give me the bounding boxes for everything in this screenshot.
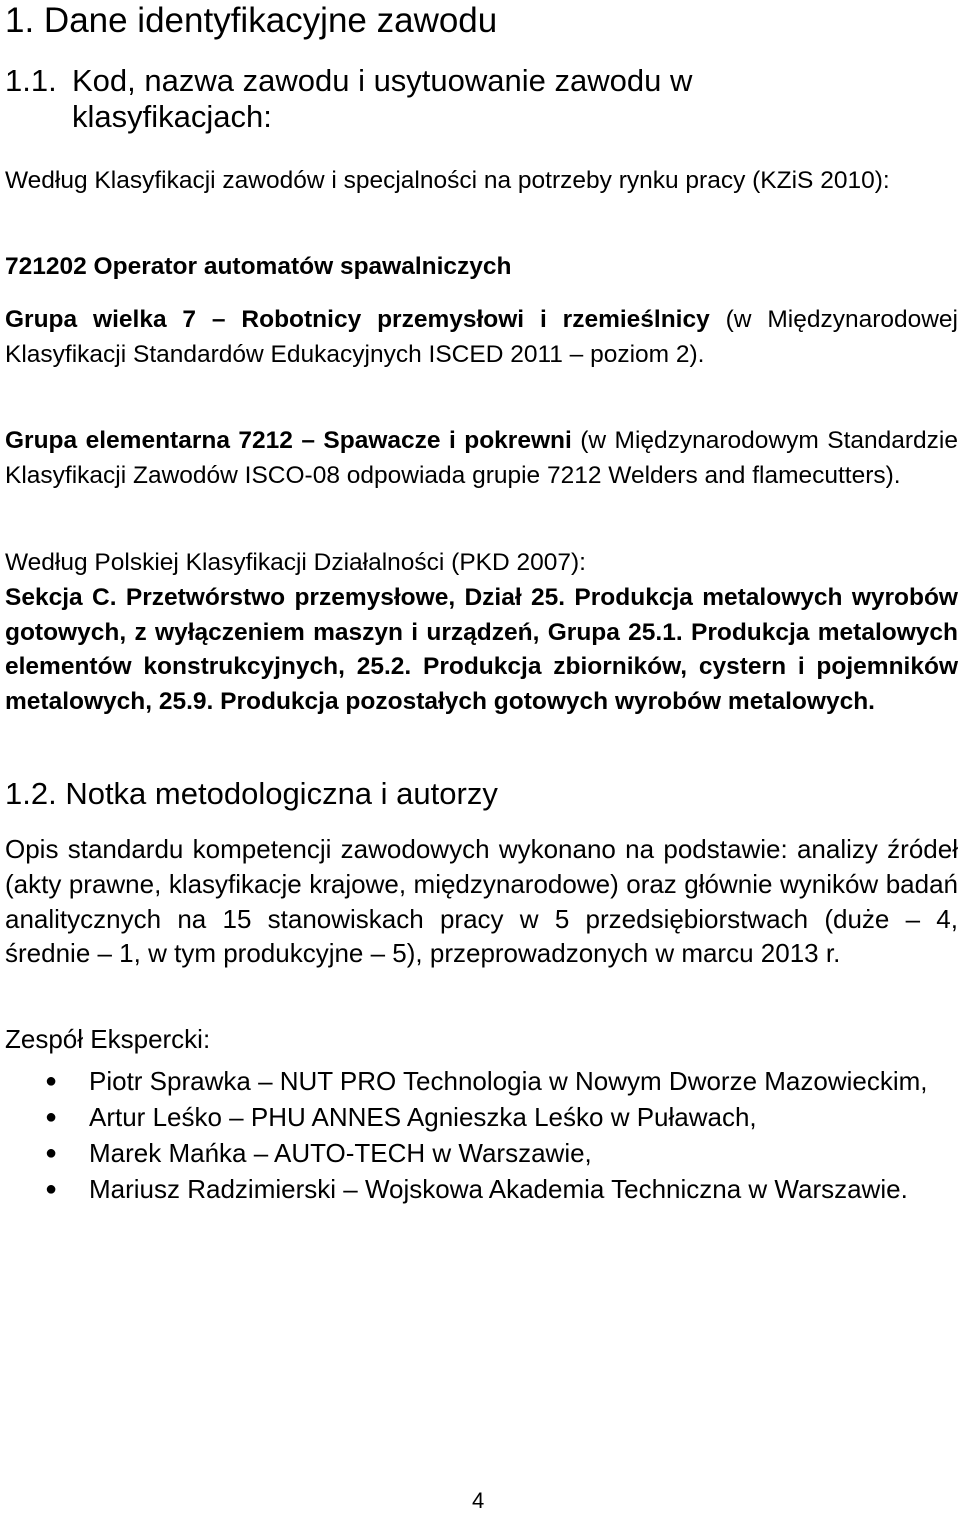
list-item — [5, 1171, 958, 1207]
list-item — [5, 1099, 958, 1135]
page-number: 4 — [472, 1488, 485, 1513]
experts-label: Zespół Ekspercki: — [5, 1024, 211, 1054]
list-item — [5, 1063, 958, 1099]
pkd-classification: Sekcja C. Przetwórstwo przemysłowe, Dział 25. Produkcja metalowych wyrobów gotowych, z wyłączeniem maszyn i urządzeń, Grupa 25.1. Produkcja metalowych elementów konstrukcyjnych, 25.2. Produkcja zbiorników, cystern i pojemników metalowych, 25.9. Produkcja pozostałych gotowych wyrobów metalowych. — [5, 584, 958, 715]
bullet-icon: ● — [45, 1142, 58, 1164]
isced-group: Grupa wielka 7 – Robotnicy przemysłowi i rzemieślnicy — [5, 306, 710, 333]
occupation-code-name: 721202 Operator automatów spawalniczych — [5, 253, 512, 280]
section-1-1-number: 1.1. — [5, 63, 57, 98]
expert-entry: Artur Leśko – PHU ANNES Agnieszka Leśko w Puławach, — [89, 1102, 757, 1132]
isco-group: Grupa elementarna 7212 – Spawacze i pokrewni — [5, 427, 572, 454]
section-1-1-title: Kod, nazwa zawodu i usytuowanie zawodu w klasyfikacjach: — [72, 63, 693, 134]
list-item — [5, 1135, 958, 1171]
pkd-intro: Według Polskiej Klasyfikacji Działalności (PKD 2007): — [5, 549, 586, 576]
isco-description: (w Międzynarodowym Standardzie Klasyfikacji Zawodów ISCO-08 odpowiada grupie 7212 Welders and flamecutters). — [5, 427, 958, 489]
methodology-paragraph: Opis standardu kompetencji zawodowych wykonano na podstawie: analizy źródeł (akty prawne, klasyfikacje krajowe, międzynarodowe) oraz głównie wyników badań analitycznych na 15 stanowiskach pracy w 5 przedsiębiorstwach (duże – 4, średnie – 1, w tym produkcyjne – 5), przeprowadzonych w marcu 2013 r. — [5, 834, 958, 969]
isced-paragraph — [5, 303, 958, 372]
isco-paragraph — [5, 424, 958, 493]
expert-entry: Marek Mańka – AUTO-TECH w Warszawie, — [89, 1138, 592, 1168]
isced-description: (w Międzynarodowej Klasyfikacji Standardów Edukacyjnych ISCED 2011 – poziom 2). — [5, 306, 958, 368]
kzis-intro: Według Klasyfikacji zawodów i specjalności na potrzeby rynku pracy (KZiS 2010): — [5, 167, 890, 194]
section-1-1-heading — [5, 63, 872, 135]
bullet-icon: ● — [45, 1178, 58, 1200]
experts-list — [5, 1063, 958, 1207]
expert-entry: Mariusz Radzimierski – Wojskowa Akademia Techniczna w Warszawie. — [89, 1174, 908, 1204]
bullet-icon: ● — [45, 1070, 58, 1092]
section-1-heading: 1. Dane identyfikacyjne zawodu — [5, 1, 498, 40]
section-1-2-heading: 1.2. Notka metodologiczna i autorzy — [5, 776, 498, 811]
bullet-icon: ● — [45, 1106, 58, 1128]
expert-entry: Piotr Sprawka – NUT PRO Technologia w Nowym Dworze Mazowieckim, — [89, 1066, 928, 1096]
